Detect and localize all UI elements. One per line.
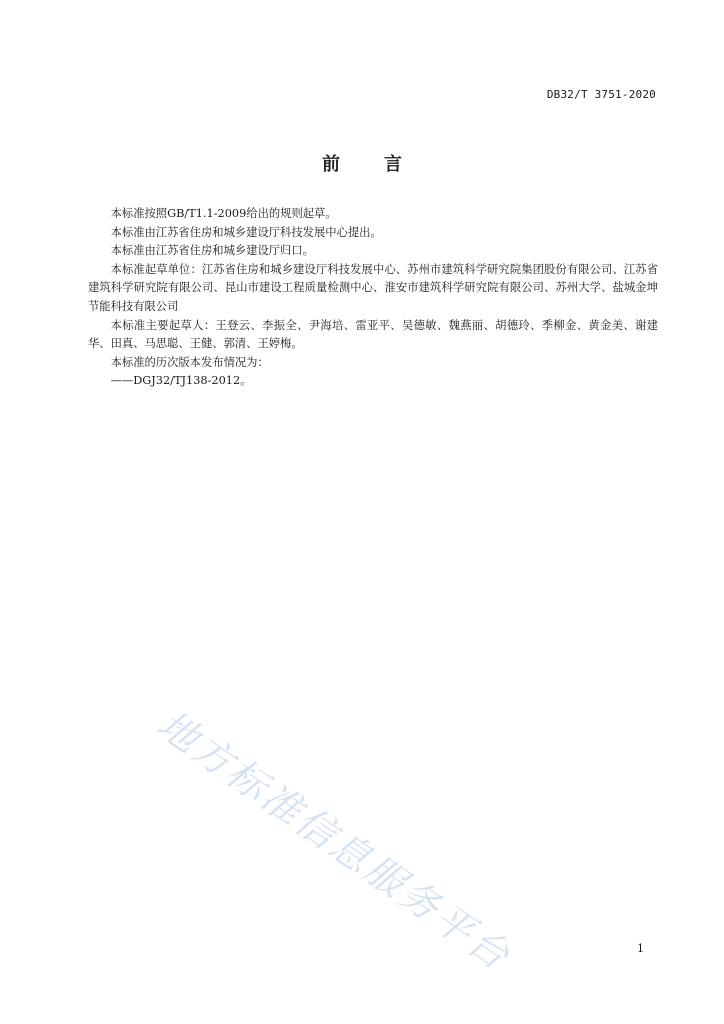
paragraph-previous-version: ——DGJ32/TJ138-2012。	[110, 374, 252, 388]
paragraph-main-drafters: 本标准主要起草人：王登云、李振全、尹海培、雷亚平、吴德敏、魏燕丽、胡德玲、季柳金、黄金美、谢建华、田真、马思聪、王健、郭清、王婷梅。	[88, 318, 658, 351]
paragraph-administrator: 本标准由江苏省住房和城乡建设厅归口。	[110, 244, 314, 258]
page-title: 前言	[322, 154, 446, 175]
page-number: 1	[637, 942, 644, 955]
paragraph-proposer: 本标准由江苏省住房和城乡建设厅科技发展中心提出。	[110, 225, 382, 239]
paragraph-drafting-rules: 本标准按照GB/T1.1-2009给出的规则起草。	[110, 207, 337, 220]
paragraph-version-history-intro: 本标准的历次版本发布情况为：	[110, 355, 269, 369]
standard-code: DB32/T 3751-2020	[546, 88, 656, 101]
watermark: 地方标准信息服务平台	[149, 702, 519, 981]
document-body	[88, 205, 658, 391]
paragraph-drafting-units: 本标准起草单位：江苏省住房和城乡建设厅科技发展中心、苏州市建筑科学研究院集团股份有限公司、江苏省建筑科学研究院有限公司、昆山市建设工程质量检测中心、淮安市建筑科学研究院有限公司、苏州大学、盐城金坤节能科技有限公司	[88, 262, 658, 313]
